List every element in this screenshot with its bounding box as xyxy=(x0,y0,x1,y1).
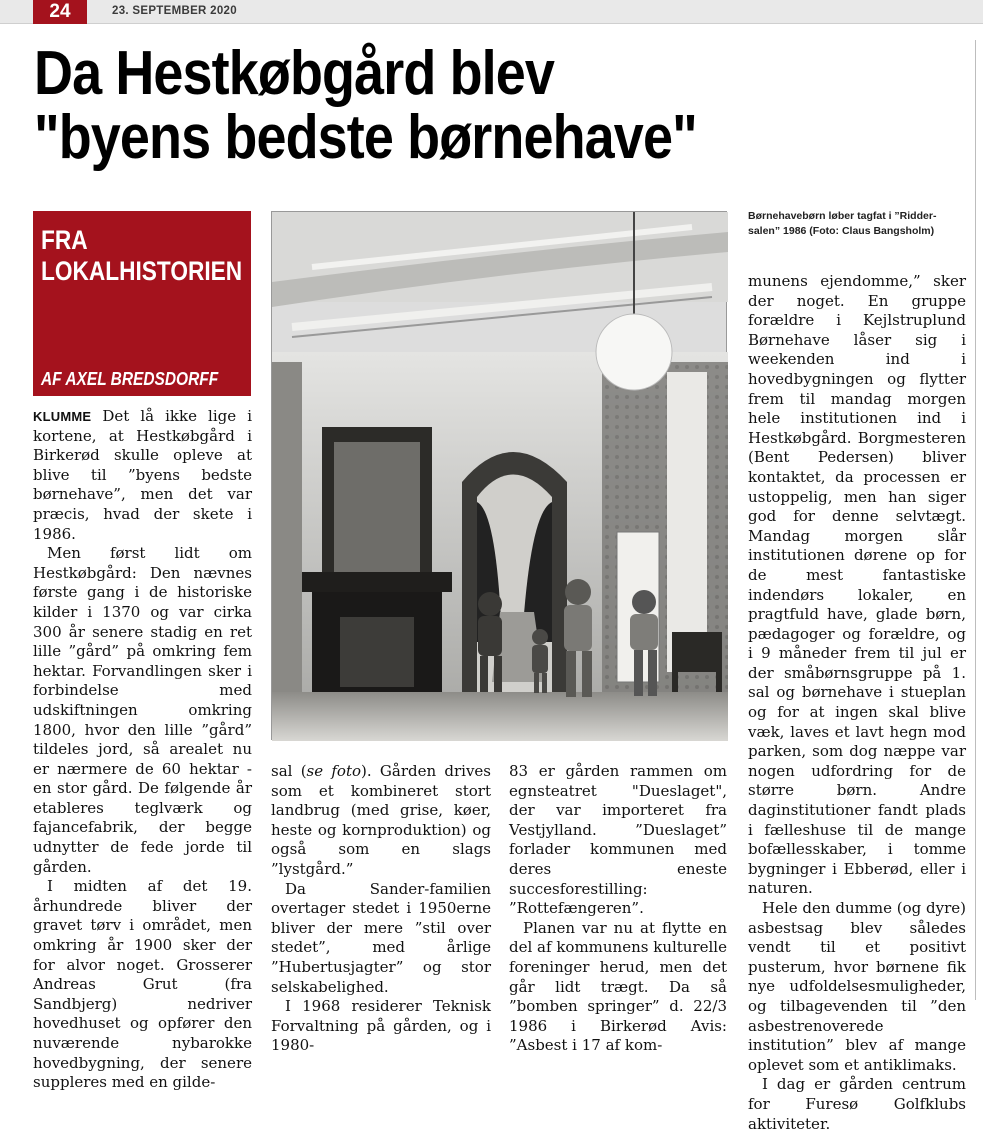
paragraph: Hele den dumme (og dyre) asbestsag blev således vendt til et positivt pusterum, hvor børnene fik nye udfoldelsesmuligheder, og tilbagevenden til ”den asbestrenoverede institution” blev af mange oplevet som et antiklimaks. xyxy=(748,899,966,1074)
paragraph: munens ejendomme,” sker der noget. En gruppe forældre i Kejlstruplund Børnehave låser sig i weekenden ind i hovedbygningen og flytter frem til mandag morgen hele institutionen ind i Hestkøbgård. Borgmesteren (Bent Pedersen) bliver kontaktet, da processen er ustoppelig, men han siger god for denne selvtægt. Mandag morgen slår institutionen dørene op for de mest fantastiske indendørs lokaler, en pragtfuld have, glade børn, pædagoger og forældre, og i 9 måneder frem til jul er der småbørnsgruppe på 1. sal og børnehave i stueplan og for at ingen skal blive væk, laves et lavt hegn mod parken, som dog næppe var nogen udfordring for de større børn. Andre daginstitutioner fandt plads i fælleshuse til de mange bofællesskaber, i tomme bygninger i Ebberød, eller i naturen. xyxy=(748,272,966,898)
byline: AF AXEL BREDSDORFF xyxy=(41,369,219,389)
kicker-line-1: FRA xyxy=(41,225,88,255)
article-column-1 xyxy=(33,407,252,1093)
page-number: 24 xyxy=(33,0,87,24)
headline-line-2: "byens bedste børnehave" xyxy=(34,103,697,172)
paragraph-text: ). Gården drives som et kombineret stort landbrug (med grise, køer, heste og kornproduktion) og også som en slags ”lystgård.” xyxy=(271,762,491,878)
headline xyxy=(34,39,852,172)
caption-line-2: salen” 1986 (Foto: Claus Bangsholm) xyxy=(748,225,935,237)
paragraph: I dag er gården centrum for Furesø Golfklubs aktiviteter. xyxy=(748,1075,966,1133)
photo-reference: se foto xyxy=(306,762,362,780)
headline-line-1: Da Hestkøbgård blev xyxy=(34,39,555,108)
article-column-3 xyxy=(509,762,727,1056)
section-kicker-box xyxy=(33,211,251,396)
paragraph: I 1968 residerer Teknisk Forvaltning på gården, og i 1980- xyxy=(271,997,491,1055)
lead-label: KLUMME xyxy=(33,409,92,424)
paragraph-text: sal ( xyxy=(271,762,307,780)
paragraph: 83 er gården rammen om egnsteatret "Dueslaget", der var importeret fra Vestjylland. ”Dueslaget” forlader kommunen med deres eneste succesforestilling: ”Rottefængeren”. xyxy=(509,762,727,918)
paragraph: Da Sander-familien overtager stedet i 1950erne bliver der mere ”stil over stedet”, med årlige ”Hubertusjagter” og stor selskabelighed. xyxy=(271,879,491,996)
paragraph: I midten af det 19. århundrede bliver der gravet tørv i området, men omkring år 1900 sker der for alvor noget. Grosserer Andreas Grut (fra Sandbjerg) nedriver hovedhuset og opfører den nuværende nybarokke hovedbygning, der senere suppleres med en gilde- xyxy=(33,877,252,1092)
article-column-2 xyxy=(271,762,491,1056)
column-divider xyxy=(975,40,976,1000)
section-kicker-title xyxy=(41,225,242,287)
paragraph: Planen var nu at flytte en del af kommunens kulturelle foreninger herud, men det går lidt trægt. Da så ”bomben springer” d. 22/3 1986 i Birkerød Avis: ”Asbest i 17 af kom- xyxy=(509,918,727,1055)
issue-date: 23. SEPTEMBER 2020 xyxy=(112,5,237,17)
article-photo xyxy=(271,211,727,740)
kicker-line-2: LOKALHISTORIEN xyxy=(41,256,243,286)
paragraph-text: Det lå ikke lige i kortene, at Hestkøbgård i Birkerød skulle opleve at blive til ”byens bedste børnehave”, men det var præcis, hvad der skete i 1986. xyxy=(33,407,252,543)
paragraph xyxy=(33,407,252,544)
paragraph: Men først lidt om Hestkøbgård: Den nævnes første gang i de historiske kilder i 1370 og var cirka 300 år senere stadig en ret lille ”gård” på omkring fem hektar. Forvandlingen sker i forbindelse med udskiftningen omkring 1800, hvor den lille ”gård” tildeles jord, så arealet nu er nærmere de 60 hektar - en stor gård. De følgende år etableres teglværk og fajancefabrik, der begge udnytter de fede jorde til gården. xyxy=(33,544,252,876)
article-column-4 xyxy=(748,272,966,1134)
paragraph xyxy=(271,762,491,880)
photo-caption xyxy=(748,209,970,239)
caption-line-1: Børnehavebørn løber tagfat i ”Ridder- xyxy=(748,210,937,222)
ballroom-photo-illustration xyxy=(272,212,728,741)
